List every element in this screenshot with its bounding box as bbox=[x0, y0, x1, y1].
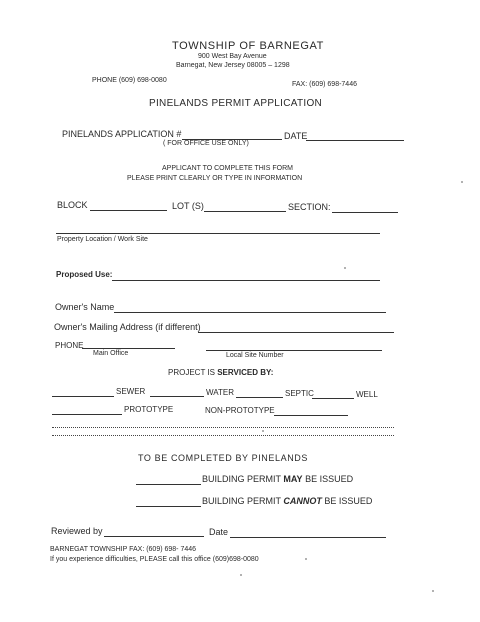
non-prototype-field[interactable] bbox=[274, 415, 348, 416]
lot-field[interactable] bbox=[204, 211, 286, 212]
services-heading bbox=[168, 368, 273, 377]
section-label: SECTION: bbox=[288, 202, 331, 212]
phone-label: PHONE bbox=[55, 341, 84, 350]
non-prototype-label: NON-PROTOTYPE bbox=[205, 406, 275, 415]
date-label: DATE bbox=[284, 131, 308, 141]
cannot-issue-prefix: BUILDING PERMIT bbox=[202, 496, 281, 506]
instructions-line-2: PLEASE PRINT CLEARLY OR TYPE IN INFORMATION bbox=[127, 175, 303, 182]
instructions-line-1: APPLICANT TO COMPLETE THIS FORM bbox=[162, 165, 293, 172]
proposed-use-label: Proposed Use: bbox=[56, 270, 113, 279]
scan-speck bbox=[461, 181, 463, 183]
prototype-label: PROTOTYPE bbox=[124, 405, 174, 414]
owners-name-label: Owner's Name bbox=[55, 302, 115, 312]
may-issue-prefix: BUILDING PERMIT bbox=[202, 474, 281, 484]
may-issue-bold: MAY bbox=[283, 474, 303, 484]
scan-speck bbox=[344, 267, 346, 269]
township-title: TOWNSHIP OF BARNEGAT bbox=[172, 40, 324, 52]
scan-speck bbox=[305, 558, 307, 560]
reviewed-by-label: Reviewed by bbox=[51, 526, 103, 536]
lot-label: LOT (S) bbox=[172, 201, 204, 211]
well-field[interactable] bbox=[312, 398, 354, 399]
address-line-1: 900 West Bay Avenue bbox=[198, 53, 267, 60]
address-line-2: Barnegat, New Jersey 08005 – 1298 bbox=[176, 62, 290, 69]
section-field[interactable] bbox=[332, 212, 398, 213]
scan-speck bbox=[240, 574, 242, 576]
mailing-address-label: Owner's Mailing Address (if different) bbox=[54, 322, 201, 332]
footer-fax: BARNEGAT TOWNSHIP FAX: (609) 698- 7446 bbox=[50, 546, 197, 553]
official-section-heading: TO BE COMPLETED BY PINELANDS bbox=[138, 453, 309, 463]
septic-field[interactable] bbox=[236, 397, 283, 398]
review-date-label: Date bbox=[209, 527, 229, 537]
mailing-address-field[interactable] bbox=[198, 332, 394, 333]
services-heading-bold: SERVICED BY: bbox=[217, 368, 274, 377]
block-label: BLOCK bbox=[57, 200, 88, 210]
septic-label: SEPTIC bbox=[285, 389, 314, 398]
water-field[interactable] bbox=[150, 396, 204, 397]
reviewed-by-field[interactable] bbox=[104, 536, 204, 537]
main-office-phone-field[interactable] bbox=[82, 348, 175, 349]
cannot-issue-suffix: BE ISSUED bbox=[324, 496, 373, 506]
local-site-number-label: Local Site Number bbox=[226, 352, 284, 359]
sewer-label: SEWER bbox=[116, 387, 146, 396]
application-number-label: PINELANDS APPLICATION # bbox=[62, 129, 182, 139]
cannot-issue-field[interactable] bbox=[136, 506, 201, 507]
property-location-label: Property Location / Work Site bbox=[57, 236, 148, 243]
well-label: WELL bbox=[356, 390, 378, 399]
proposed-use-field[interactable] bbox=[112, 280, 380, 281]
footer-help: If you experience difficulties, PLEASE call this office (609)698-0080 bbox=[50, 556, 259, 563]
local-site-phone-field[interactable] bbox=[206, 350, 382, 351]
review-date-field[interactable] bbox=[230, 537, 386, 538]
office-use-note: ( FOR OFFICE USE ONLY) bbox=[163, 140, 249, 147]
separator-dotted-1 bbox=[52, 427, 394, 428]
fax-number: FAX: (609) 698-7446 bbox=[292, 81, 357, 88]
date-field[interactable] bbox=[306, 140, 404, 141]
form-title: PINELANDS PERMIT APPLICATION bbox=[149, 98, 323, 109]
may-issue-text bbox=[202, 474, 353, 484]
phone-number: PHONE (609) 698-0080 bbox=[92, 77, 167, 84]
cannot-issue-text bbox=[202, 496, 372, 506]
separator-dotted-2 bbox=[52, 435, 394, 436]
main-office-label: Main Office bbox=[93, 350, 129, 357]
services-heading-prefix: PROJECT IS bbox=[168, 368, 215, 377]
may-issue-field[interactable] bbox=[136, 484, 201, 485]
cannot-issue-bold: CANNOT bbox=[283, 496, 322, 506]
may-issue-suffix: BE ISSUED bbox=[305, 474, 354, 484]
scan-speck bbox=[432, 590, 434, 592]
sewer-field[interactable] bbox=[52, 396, 114, 397]
scan-speck bbox=[262, 430, 264, 432]
prototype-field[interactable] bbox=[52, 414, 122, 415]
property-location-field[interactable] bbox=[56, 233, 380, 234]
owners-name-field[interactable] bbox=[114, 312, 386, 313]
water-label: WATER bbox=[206, 388, 234, 397]
block-field[interactable] bbox=[90, 210, 167, 211]
